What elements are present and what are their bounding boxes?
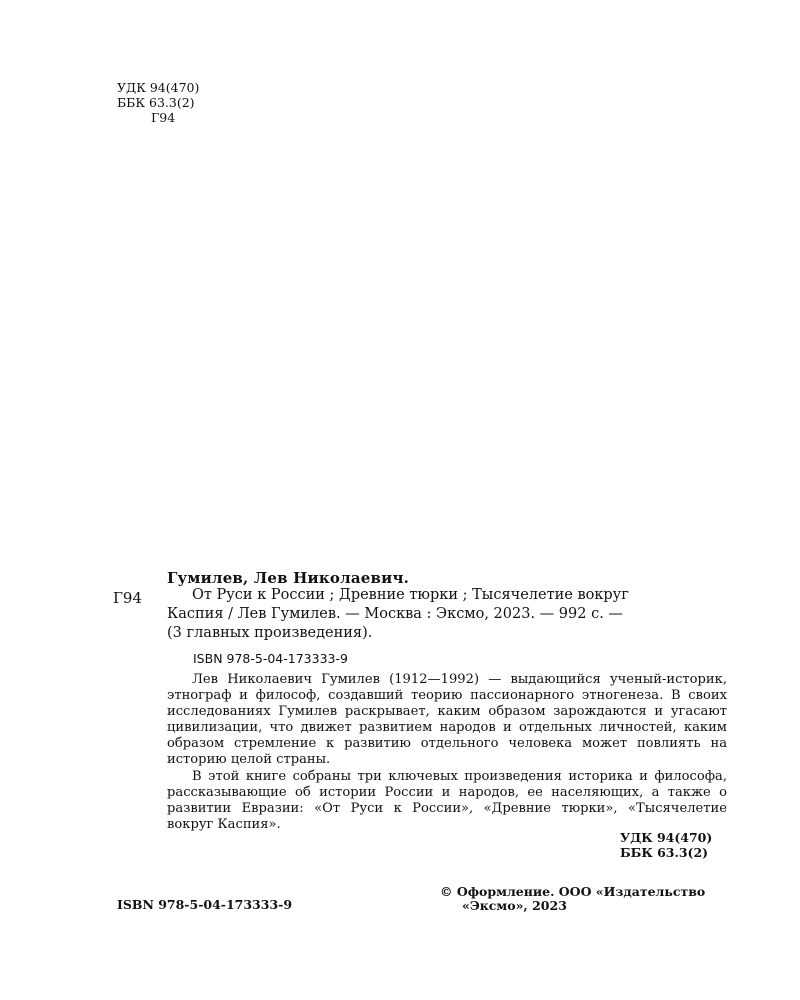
isbn-entry: ISBN 978-5-04-173333-9 [193, 651, 348, 666]
bbk-code: ББК 63.3(2) [117, 95, 195, 110]
copyright-line: «Эксмо», 2023 [462, 898, 567, 913]
copyright-notice [440, 885, 730, 913]
annotation [167, 672, 727, 833]
isbn-footer: ISBN 978-5-04-173333-9 [117, 897, 293, 912]
bottom-classification-codes [620, 830, 725, 860]
author-name: Гумилев, Лев Николаевич. [167, 569, 410, 587]
biblio-line: Каспия / Лев Гумилев. — Москва : Эксмо, 2023. — 992 с. — [167, 606, 623, 622]
biblio-line: (3 главных произведения). [167, 625, 373, 641]
biblio-line: От Руси к России ; Древние тюрки ; Тысячелетие вокруг [192, 587, 629, 603]
top-classification-codes [117, 80, 199, 125]
udk-code: УДК 94(470) [620, 830, 713, 845]
entry-author-sign: Г94 [113, 589, 143, 607]
bibliographic-description [167, 586, 727, 643]
annotation-paragraph: Лев Николаевич Гумилев (1912—1992) — выдающийся ученый-историк, этнограф и философ, создавший теорию пассионарного этногенеза. В своих исследованиях Гумилев раскрывает, каким образом зарождаются и угасают цивилизации, что движет развитием народов и отдельных личностей, каким образом стремление к развитию отдельного человека может повлиять на историю целой страны. [167, 672, 727, 768]
author-sign: Г94 [151, 110, 176, 125]
bbk-code: ББК 63.3(2) [620, 845, 709, 860]
copyright-line: © Оформление. ООО «Издательство [440, 884, 706, 899]
annotation-paragraph: В этой книге собраны три ключевых произведения историка и философа, рассказывающие об истории России и народов, ее населяющих, а также о развитии Евразии: «От Руси к России», «Древние тюрки», «Тысячелетие вокруг Каспия». [167, 768, 727, 832]
udk-code: УДК 94(470) [117, 80, 200, 95]
